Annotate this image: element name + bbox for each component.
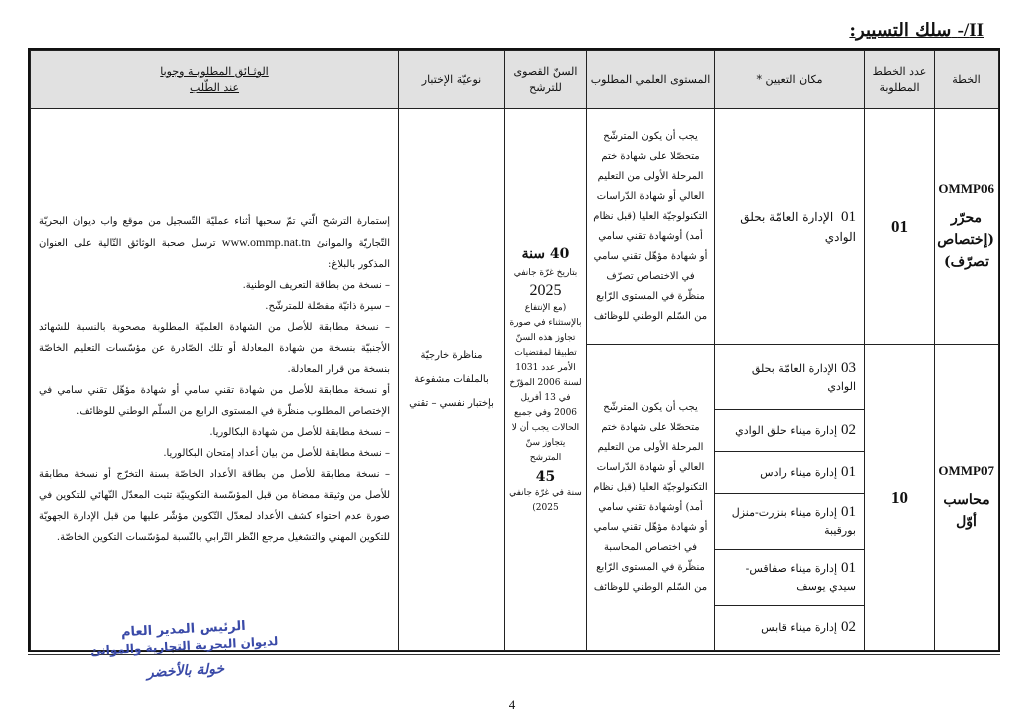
post-count: 10 — [865, 345, 935, 651]
place-item — [715, 452, 864, 494]
place-count: 01 — [841, 463, 856, 480]
place-name: إدارة ميناء صفاقس-سيدي يوسف — [745, 561, 856, 593]
stamp-line-2: لديوان البحرية التجارية والموانئ — [89, 634, 279, 658]
col-header-docs — [31, 51, 399, 109]
table-header-row — [31, 51, 999, 109]
section-title: سلك التسيير: — [849, 20, 952, 41]
doc-item: – سيرة ذاتيّة مفصّلة للمترشّح. — [265, 301, 390, 312]
post-cell — [935, 345, 999, 651]
place-cell — [715, 109, 865, 345]
col-header-exam: نوعيّة الإختبار — [399, 51, 505, 109]
place-item — [715, 606, 864, 650]
place-count: 03 — [841, 359, 856, 376]
col-header-docs-line2: عند الطّلب — [189, 80, 240, 94]
place-count: 01 — [841, 208, 856, 225]
doc-item: – نسخة مطابقة للأصل من شهادة البكالوريا. — [209, 427, 390, 438]
age-max: 40 سنة — [521, 245, 570, 262]
age-tail: سنة في غرّة جانفي 2025) — [509, 487, 582, 513]
age-year: 2025 — [529, 281, 562, 299]
age-cell — [505, 109, 587, 651]
place-name: إدارة ميناء بنزرت-منزل بورقيبة — [731, 505, 856, 537]
col-header-count: عدد الخطط المطلوبة — [865, 51, 935, 109]
doc-item: – نسخة مطابقة للأصل من الشهادة العلميّة المطلوبة مصحوبة بالنسبة للشهائد الأجنبيّة بنسخة من شهادة المعادلة أو تلك الصّادرة عن مؤسّسات التعليم الخاصّة بنسخة من قرار المعادلة. — [39, 322, 390, 375]
exam-cell: مناظرة خارجيّة بالملفات مشفوعة بإختبار نفسي – تقني — [399, 109, 505, 651]
col-header-level: المستوى العلمي المطلوب — [587, 51, 715, 109]
post-title: محرّر (إختصاص تصرّف) — [937, 209, 994, 270]
section-number: II/- — [957, 20, 984, 41]
signature-stamp — [78, 617, 292, 706]
place-count: 02 — [841, 619, 856, 635]
stamp-signature: خولة بالأخضر — [146, 660, 225, 681]
place-count: 01 — [841, 503, 856, 520]
docs-intro-text: إستمارة الترشح الّتي تمّ سحبها أثناء عمليّة التّسجيل من موقع واب ديوان البحريّة التّجاريّة والموانئ — [39, 216, 390, 249]
stamp-line-1: الرئيس المدير العام — [120, 618, 246, 641]
age-exception: (مع الإنتفاع بالإستثناء في صورة تجاوز هذه السنّ تطبيقا لمقتضيات الأمر عدد 1031 لسنة 2006 المؤرّخ في 13 أفريل 2006 وفي جميع الحالات يجب أن لا يتجاوز سنّ المترشح — [509, 302, 582, 463]
recruitment-table-frame — [28, 48, 1000, 652]
place-item — [715, 346, 864, 410]
level-cell: يجب أن يكون المترشّح متحصّلا على شهادة ختم المرحلة الأولى من التعليم العالي أو شهادة الدّراسات التكنولوجيّة العليا (قبل نظام أمد) أوشهادة تقني سامي أو شهادة مؤهّل تقني سامي في الاختصاص تصرّف منظّرة في المستوى الرّابع من السّلم الوطني للوظائف — [587, 109, 715, 345]
col-header-place: مكان التعيين * — [715, 51, 865, 109]
place-item — [715, 550, 864, 606]
post-cell — [935, 109, 999, 345]
col-header-age: السنّ القصوى للترشح — [505, 51, 587, 109]
post-code: OMMP07 — [938, 462, 994, 478]
website-url: www.ommp.nat.tn — [221, 235, 311, 249]
age-date-prefix: بتاريخ غرّة جانفي — [513, 267, 578, 278]
place-name: الإدارة العامّة بحلق الوادي — [740, 209, 856, 244]
doc-item: – نسخة مطابقة للأصل من بيان أعداد إمتحان البكالوريا. — [163, 448, 390, 459]
place-name: إدارة ميناء قابس — [761, 621, 837, 634]
place-count: 01 — [841, 559, 856, 576]
section-heading — [849, 20, 984, 42]
post-code: OMMP06 — [938, 180, 994, 196]
age-max-exception: 45 — [535, 468, 556, 485]
page-number: 4 — [508, 697, 516, 712]
place-name: إدارة ميناء رادس — [760, 465, 837, 479]
recruitment-table — [30, 50, 999, 651]
post-count: 01 — [865, 109, 935, 345]
doc-item: – نسخة مطابقة للأصل من بطاقة الأعداد الخاصّة بسنة التخرّج أو نسخة مطابقة للأصل من وثيقة ممضاة من قبل المؤسّسة التكوينيّة تثبت المعدّل النّهائي للتكوين في صورة عدم احتواء كشف الأعداد لمعدّل التّكوين مؤشّر عليها من قبل الإدارة الجهويّة للتكوين المهني والتشغيل مرجع النّظر التّرابي بالنّسبة لمؤسّسات التكوين الخاصّة. — [39, 469, 390, 543]
col-header-post: الخطة — [935, 51, 999, 109]
doc-item: – نسخة من بطاقة التعريف الوطنية. — [242, 280, 390, 291]
place-item — [715, 410, 864, 452]
docs-intro — [39, 211, 390, 275]
docs-cell — [31, 109, 399, 651]
table-row — [31, 109, 999, 345]
docs-intro-tail: ترسل صحبة الوثائق التّالية على العنوان المذكور بالبلاغ: — [39, 238, 390, 270]
col-header-docs-line1: الوثـائق المطلوبـة وجوبا — [160, 64, 269, 78]
place-item — [715, 494, 864, 550]
place-count: 02 — [841, 421, 856, 438]
post-title: محاسب أوّل — [943, 491, 990, 530]
places-cell — [715, 345, 865, 651]
place-name: الإدارة العامّة بحلق الوادي — [751, 361, 856, 393]
place-name: إدارة ميناء حلق الوادي — [735, 423, 837, 437]
level-cell: يجب أن يكون المترشّح متحصّلا على شهادة ختم المرحلة الأولى من التعليم العالي أو شهادة الدّراسات التكنولوجيّة العليا (قبل نظام أمد) أوشهادة تقني سامي أو شهادة مؤهّل تقني سامي في اختصاص المحاسبة منظّرة في المستوى الرّابع من السّلم الوطني للوظائف — [587, 345, 715, 651]
doc-item: أو نسخة مطابقة للأصل من شهادة تقني سامي أو شهادة مؤهّل تقني سامي في الإختصاص المطلوب منظّرة في المستوى الرابع من السلّم الوطني للوظائف. — [39, 385, 390, 417]
